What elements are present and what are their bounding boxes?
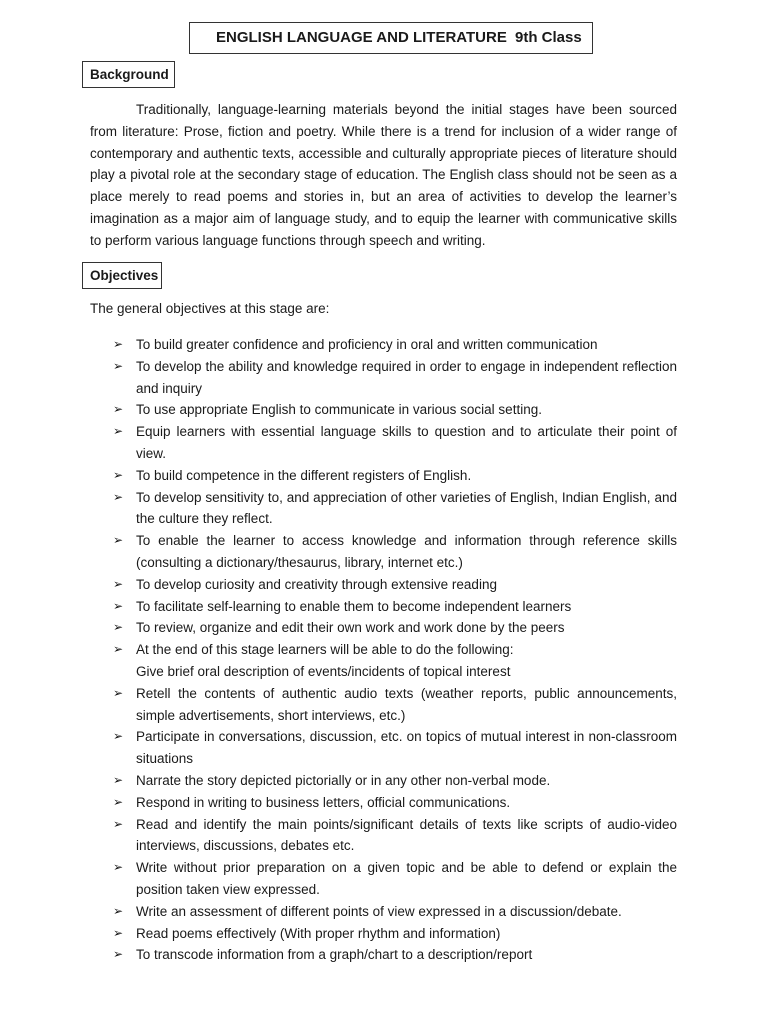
objective-text: To use appropriate English to communicate in various social setting. bbox=[136, 402, 542, 418]
objectives-list bbox=[0, 334, 768, 966]
objective-item bbox=[0, 574, 677, 596]
arrow-bullet-icon: ➢ bbox=[113, 925, 124, 940]
objective-text: Respond in writing to business letters, official communications. bbox=[136, 794, 511, 810]
arrow-bullet-icon: ➢ bbox=[113, 533, 124, 548]
objectives-heading: Objectives bbox=[82, 262, 162, 289]
objective-item bbox=[0, 530, 677, 574]
objective-subline: Give brief oral description of events/incidents of topical interest bbox=[136, 663, 511, 679]
objective-item bbox=[0, 356, 677, 400]
objective-text: To review, organize and edit their own work and work done by the peers bbox=[136, 620, 565, 636]
arrow-bullet-icon: ➢ bbox=[113, 947, 124, 962]
objective-item bbox=[0, 901, 677, 923]
arrow-bullet-icon: ➢ bbox=[113, 576, 124, 591]
arrow-bullet-icon: ➢ bbox=[113, 598, 124, 613]
objective-item bbox=[0, 726, 677, 770]
arrow-bullet-icon: ➢ bbox=[113, 467, 124, 482]
background-heading: Background bbox=[82, 61, 175, 88]
arrow-bullet-icon: ➢ bbox=[113, 620, 124, 635]
document-title-box bbox=[189, 22, 593, 54]
arrow-bullet-icon: ➢ bbox=[113, 424, 124, 439]
objective-item bbox=[0, 639, 677, 683]
arrow-bullet-icon: ➢ bbox=[113, 685, 124, 700]
objectives-intro: The general objectives at this stage are: bbox=[90, 301, 330, 316]
objective-text: Narrate the story depicted pictorially or in any other non-verbal mode. bbox=[136, 772, 551, 788]
objective-item bbox=[0, 487, 677, 531]
objective-item bbox=[0, 814, 677, 858]
arrow-bullet-icon: ➢ bbox=[113, 903, 124, 918]
objective-text: Write an assessment of different points of view expressed in a discussion/debate. bbox=[136, 903, 622, 919]
objective-text: Read and identify the main points/significant details of texts like scripts of audio-video interviews, discussions, debates etc. bbox=[136, 816, 677, 854]
objective-text: To transcode information from a graph/chart to a description/report bbox=[136, 947, 533, 963]
arrow-bullet-icon: ➢ bbox=[113, 860, 124, 875]
objective-text: To enable the learner to access knowledge and information through reference skills (consulting a dictionary/thesaurus, library, internet etc.) bbox=[136, 533, 677, 570]
objective-item bbox=[0, 683, 677, 727]
objective-item bbox=[0, 465, 677, 487]
objective-text: To build competence in the different registers of English. bbox=[136, 467, 472, 483]
arrow-bullet-icon: ➢ bbox=[113, 489, 124, 504]
arrow-bullet-icon: ➢ bbox=[113, 402, 124, 417]
objective-text: To facilitate self-learning to enable them to become independent learners bbox=[136, 598, 572, 614]
document-title: ENGLISH LANGUAGE AND LITERATURE bbox=[216, 29, 507, 46]
background-paragraph: Traditionally, language-learning materials beyond the initial stages have been sourced from literature: Prose, fiction and poetry. While there is a trend for inclusion of a wider range of contemporary and authentic texts, accessible and culturally appropriate pieces of literature should play a pivotal role at the secondary stage of education. The English class should not be seen as a place merely to read poems and stories in, but an area of activities to develop the learner’s imagination as a major aim of language study, and to equip the learner with communicative skills to perform various language functions through speech and writing. bbox=[90, 102, 677, 248]
objective-item bbox=[0, 770, 677, 792]
objective-item bbox=[0, 399, 677, 421]
objective-text: Equip learners with essential language skills to question and to articulate their point of view. bbox=[136, 424, 677, 461]
objective-item bbox=[0, 334, 677, 356]
arrow-bullet-icon: ➢ bbox=[113, 794, 124, 809]
arrow-bullet-icon: ➢ bbox=[113, 816, 124, 831]
objective-text: At the end of this stage learners will be able to do the following: bbox=[136, 642, 514, 658]
arrow-bullet-icon: ➢ bbox=[113, 337, 124, 351]
objective-item bbox=[0, 944, 677, 966]
objective-item bbox=[0, 421, 677, 465]
arrow-bullet-icon: ➢ bbox=[113, 772, 124, 787]
objective-text: To develop the ability and knowledge required in order to engage in independent reflection and inquiry bbox=[136, 358, 677, 396]
class-label: 9th Class bbox=[515, 29, 582, 46]
objective-item bbox=[0, 617, 677, 639]
objective-text: To develop curiosity and creativity through extensive reading bbox=[136, 576, 497, 592]
objective-text: Participate in conversations, discussion, etc. on topics of mutual interest in non-classroom situations bbox=[136, 729, 677, 767]
objective-text: To build greater confidence and proficiency in oral and written communication bbox=[136, 337, 598, 352]
objective-item bbox=[0, 792, 677, 814]
objective-text: To develop sensitivity to, and appreciation of other varieties of English, Indian English, and the culture they reflect. bbox=[136, 489, 677, 527]
objective-item bbox=[0, 596, 677, 618]
objective-text: Read poems effectively (With proper rhythm and information) bbox=[136, 925, 501, 941]
arrow-bullet-icon: ➢ bbox=[113, 642, 124, 657]
objective-text: Write without prior preparation on a given topic and be able to defend or explain the position taken view expressed. bbox=[136, 860, 677, 897]
objective-text: Retell the contents of authentic audio texts (weather reports, public announcements, simple advertisements, short interviews, etc.) bbox=[136, 685, 677, 723]
arrow-bullet-icon: ➢ bbox=[113, 729, 124, 744]
objective-item bbox=[0, 923, 677, 945]
objective-item bbox=[0, 857, 677, 901]
arrow-bullet-icon: ➢ bbox=[113, 358, 124, 373]
